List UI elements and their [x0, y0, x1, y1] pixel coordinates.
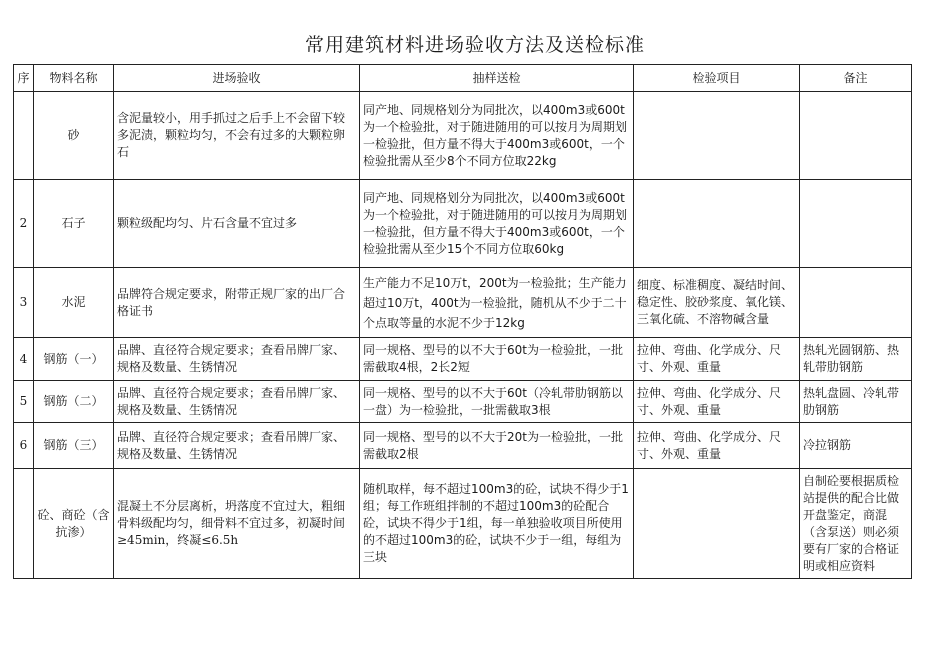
row-sampling: 随机取样，每不超过100m3的砼，试块不得少于1组；每工作班组拌制的不超过100m3的砼配合砼，试块不得少于1组，每一单独验收项目所使用的不超过100m3的砼，试块不少于一组，每组为三块	[360, 469, 634, 579]
row-no: 6	[14, 423, 34, 469]
table-row	[14, 338, 912, 381]
row-acceptance: 混凝土不分层离析，坍落度不宜过大，粗细骨料级配均匀，细骨料不宜过多，初凝时间≥45min，终凝≤6.5h	[114, 469, 360, 579]
table-row	[14, 180, 912, 268]
row-acceptance: 品牌、直径符合规定要求；查看吊牌厂家、规格及数量、生锈情况	[114, 381, 360, 423]
table-row	[14, 423, 912, 469]
row-sampling: 生产能力不足10万t，200t为一检验批；生产能力超过10万t，400t为一检验批，随机从不少于二十个点取等量的水泥不少于12kg	[360, 268, 634, 338]
row-no	[14, 469, 34, 579]
row-no	[14, 92, 34, 180]
row-test-items	[634, 469, 800, 579]
row-test-items: 拉伸、弯曲、化学成分、尺寸、外观、重量	[634, 338, 800, 381]
row-material-name: 砼、商砼（含抗渗）	[34, 469, 114, 579]
standards-table	[13, 64, 912, 579]
row-test-items: 拉伸、弯曲、化学成分、尺寸、外观、重量	[634, 381, 800, 423]
header-material-name: 物料名称	[34, 65, 114, 92]
table-row	[14, 268, 912, 338]
row-no: 5	[14, 381, 34, 423]
row-no: 2	[14, 180, 34, 268]
header-test-items: 检验项目	[634, 65, 800, 92]
row-acceptance: 品牌、直径符合规定要求；查看吊牌厂家、规格及数量、生锈情况	[114, 338, 360, 381]
row-sampling: 同一规格、型号的以不大于60t为一检验批，一批需截取4根，2长2短	[360, 338, 634, 381]
row-sampling: 同产地、同规格划分为同批次，以400m3或600t为一个检验批，对于随进随用的可以按月为周期划一检验批，但方量不得大于400m3或600t，一个检验批需从至少8个不同方位取22kg	[360, 92, 634, 180]
row-material-name: 钢筋（二）	[34, 381, 114, 423]
row-sampling: 同一规格、型号的以不大于60t（冷轧带肋钢筋以一盘）为一检验批，一批需截取3根	[360, 381, 634, 423]
table-row	[14, 381, 912, 423]
row-test-items	[634, 180, 800, 268]
row-material-name: 钢筋（一）	[34, 338, 114, 381]
table-header-row	[14, 65, 912, 92]
row-remark	[800, 92, 912, 180]
row-acceptance: 品牌符合规定要求，附带正规厂家的出厂合格证书	[114, 268, 360, 338]
row-acceptance: 品牌、直径符合规定要求；查看吊牌厂家、规格及数量、生锈情况	[114, 423, 360, 469]
row-remark: 自制砼要根据质检站提供的配合比做开盘鉴定，商混（含泵送）则必须要有厂家的合格证明或相应资料	[800, 469, 912, 579]
row-test-items: 拉伸、弯曲、化学成分、尺寸、外观、重量	[634, 423, 800, 469]
row-material-name: 砂	[34, 92, 114, 180]
row-remark: 冷拉钢筋	[800, 423, 912, 469]
page-title: 常用建筑材料进场验收方法及送检标准	[304, 34, 645, 56]
header-sampling: 抽样送检	[360, 65, 634, 92]
header-acceptance: 进场验收	[114, 65, 360, 92]
row-test-items	[634, 92, 800, 180]
row-acceptance: 颗粒级配均匀、片石含量不宜过多	[114, 180, 360, 268]
table-row	[14, 469, 912, 579]
header-remark: 备注	[800, 65, 912, 92]
row-material-name: 水泥	[34, 268, 114, 338]
row-test-items: 细度、标准稠度、凝结时间、稳定性、胶砂浆度、氧化镁、三氧化硫、不溶物碱含量	[634, 268, 800, 338]
row-remark	[800, 268, 912, 338]
row-remark: 热轧盘圆、冷轧带肋钢筋	[800, 381, 912, 423]
row-acceptance: 含泥量较小，用手抓过之后手上不会留下较多泥渍，颗粒均匀，不会有过多的大颗粒卵石	[114, 92, 360, 180]
row-material-name: 石子	[34, 180, 114, 268]
row-remark: 热轧光圆钢筋、热轧带肋钢筋	[800, 338, 912, 381]
row-no: 4	[14, 338, 34, 381]
row-no: 3	[14, 268, 34, 338]
row-sampling: 同产地、同规格划分为同批次，以400m3或600t为一个检验批，对于随进随用的可以按月为周期划一检验批，但方量不得大于400m3或600t，一个检验批需从至少15个不同方位取60kg	[360, 180, 634, 268]
row-remark	[800, 180, 912, 268]
table-row	[14, 92, 912, 180]
row-sampling: 同一规格、型号的以不大于20t为一检验批，一批需截取2根	[360, 423, 634, 469]
header-no: 序	[14, 65, 34, 92]
row-material-name: 钢筋（三）	[34, 423, 114, 469]
